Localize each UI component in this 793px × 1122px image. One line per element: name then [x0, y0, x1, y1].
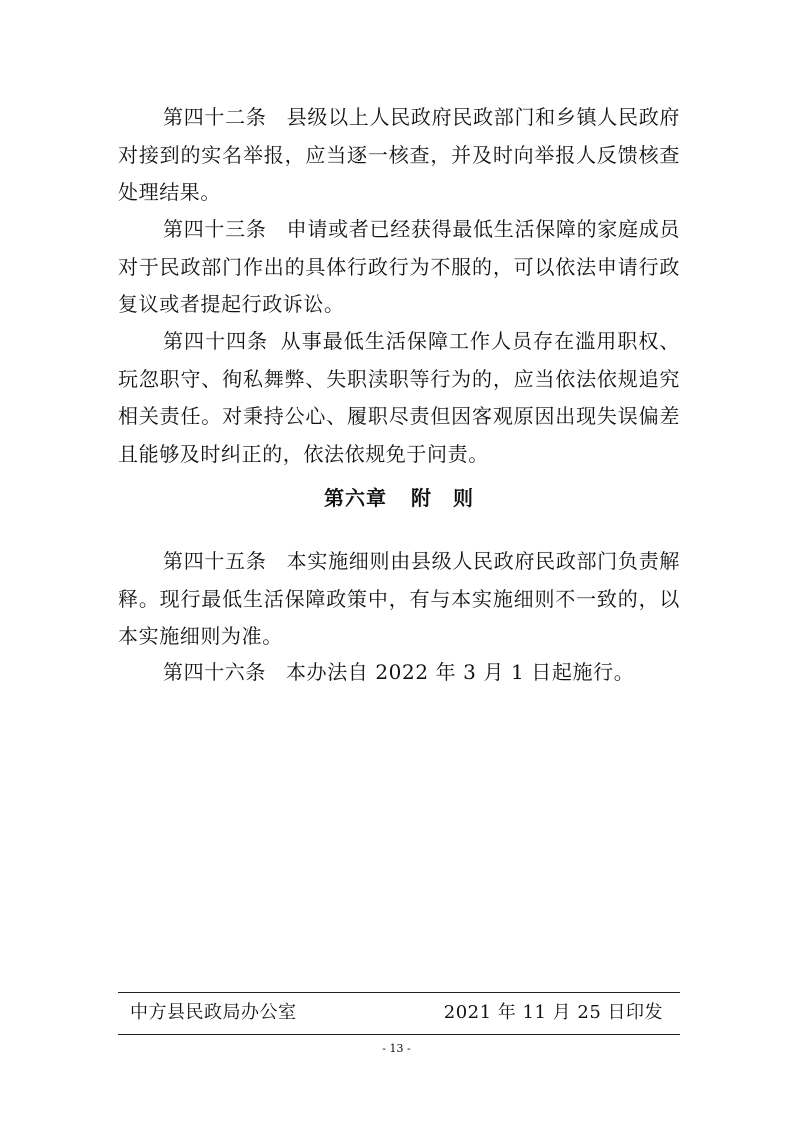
- article-45-heading: 第四十五条: [163, 549, 267, 573]
- page-number: - 13 -: [382, 1042, 411, 1055]
- footer-top-rule: [118, 992, 680, 993]
- chapter-title: 附 则: [411, 486, 474, 510]
- article-42: [118, 99, 680, 212]
- article-43-text: 申请或者已经获得最低生活保障的家庭成员对于民政部门作出的具体行政行为不服的，可以依法申请行政复议或者提起行政诉讼。: [118, 217, 680, 317]
- article-42-heading: 第四十二条: [163, 105, 267, 129]
- chapter-number: 第六章: [324, 486, 387, 510]
- footer-bottom-rule: [118, 1034, 680, 1035]
- article-45: [118, 543, 680, 656]
- chapter-heading: [118, 479, 680, 517]
- article-42-text: 县级以上人民政府民政部门和乡镇人民政府对接到的实名举报，应当逐一核查，并及时向举报人反馈核查处理结果。: [118, 105, 680, 205]
- article-44-heading: 第四十四条: [163, 329, 269, 353]
- footer-issuer: 中方县民政局办公室: [130, 1002, 297, 1023]
- article-46-heading: 第四十六条: [163, 660, 266, 684]
- article-46: [118, 654, 680, 692]
- article-44-text: 从事最低生活保障工作人员存在滥用职权、玩忽职守、徇私舞弊、失职渎职等行为的，应当依法依规追究相关责任。对秉持公心、履职尽责但因客观原因出现失误偏差且能够及时纠正的，依法依规免于问责。: [118, 329, 681, 466]
- article-43-heading: 第四十三条: [163, 217, 267, 241]
- article-45-text: 本实施细则由县级人民政府民政部门负责解释。现行最低生活保障政策中，有与本实施细则不一致的，以本实施细则为准。: [118, 549, 680, 649]
- article-43: [118, 211, 680, 324]
- article-46-text: 本办法自 2022 年 3 月 1 日起施行。: [286, 660, 635, 684]
- footer-print-date: 2021 年 11 月 25 日印发: [443, 1002, 663, 1023]
- article-44: [118, 323, 680, 473]
